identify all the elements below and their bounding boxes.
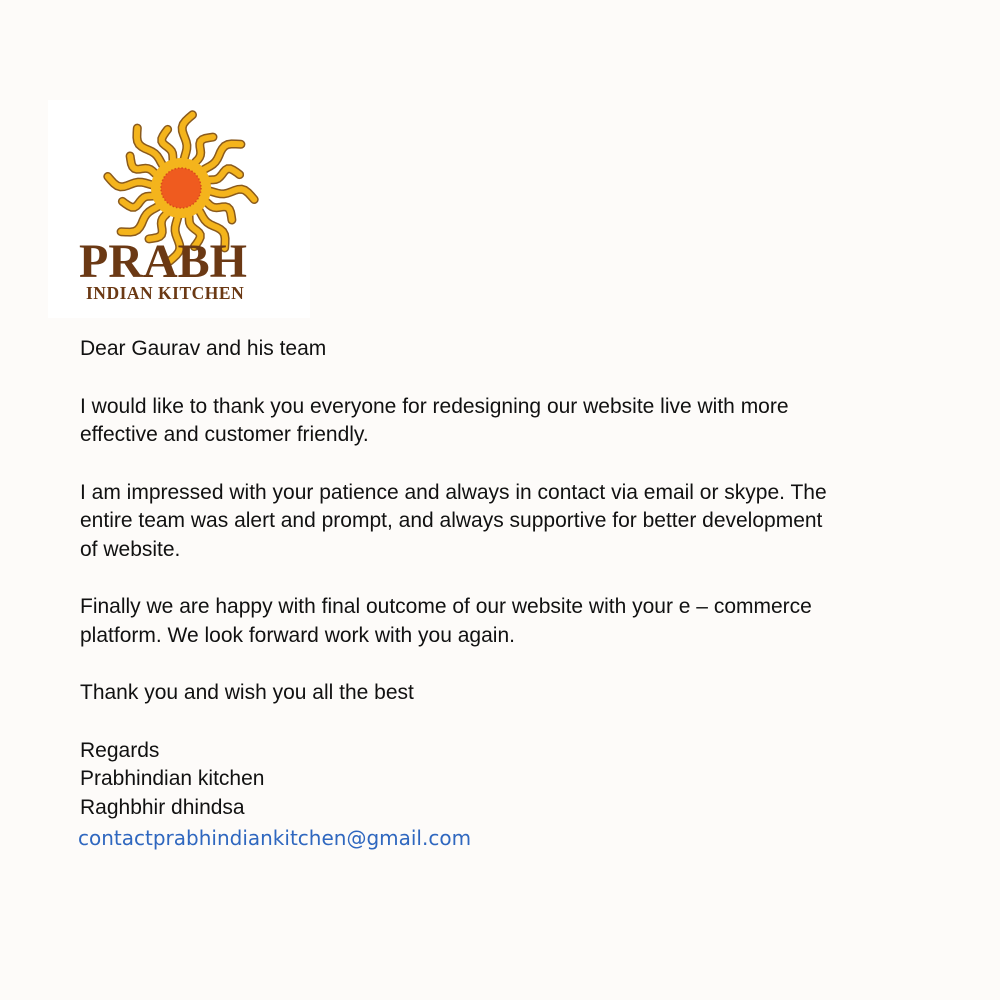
paragraph-1-line-1: I would like to thank you everyone for redesigning our website live with more bbox=[80, 394, 789, 418]
letter-closing-wish: Thank you and wish you all the best bbox=[80, 681, 414, 704]
signer-name: Raghbhir dhindsa bbox=[80, 795, 245, 819]
logo-tagline-text: INDIAN KITCHEN bbox=[86, 283, 245, 303]
paragraph-3-line-2: platform. We look forward work with you again. bbox=[80, 623, 515, 647]
letter-paragraph-1 bbox=[80, 393, 960, 450]
logo-brand-text: PRABH bbox=[79, 235, 247, 288]
prabh-logo bbox=[48, 100, 310, 318]
letter-signature bbox=[80, 737, 960, 854]
paragraph-3-line-1: Finally we are happy with final outcome of our website with your e – commerce bbox=[80, 595, 812, 618]
paragraph-1-line-2: effective and customer friendly. bbox=[80, 423, 369, 446]
letter-paragraph-3 bbox=[80, 593, 960, 650]
paragraph-2-line-2: entire team was alert and prompt, and always supportive for better development bbox=[80, 509, 823, 532]
sun-logo-graphic bbox=[48, 100, 310, 318]
paragraph-2-line-3: of website. bbox=[80, 537, 181, 561]
testimonial-letter bbox=[80, 335, 960, 853]
letter-paragraph-2 bbox=[80, 479, 960, 565]
letter-greeting: Dear Gaurav and his team bbox=[80, 337, 327, 360]
email-link[interactable]: contactprabhindiankitchen@gmail.com bbox=[78, 826, 472, 850]
paragraph-2-line-1: I am impressed with your patience and always in contact via email or skype. The bbox=[80, 480, 827, 504]
company-name: Prabhindian kitchen bbox=[80, 767, 265, 790]
signoff-text: Regards bbox=[80, 738, 160, 762]
